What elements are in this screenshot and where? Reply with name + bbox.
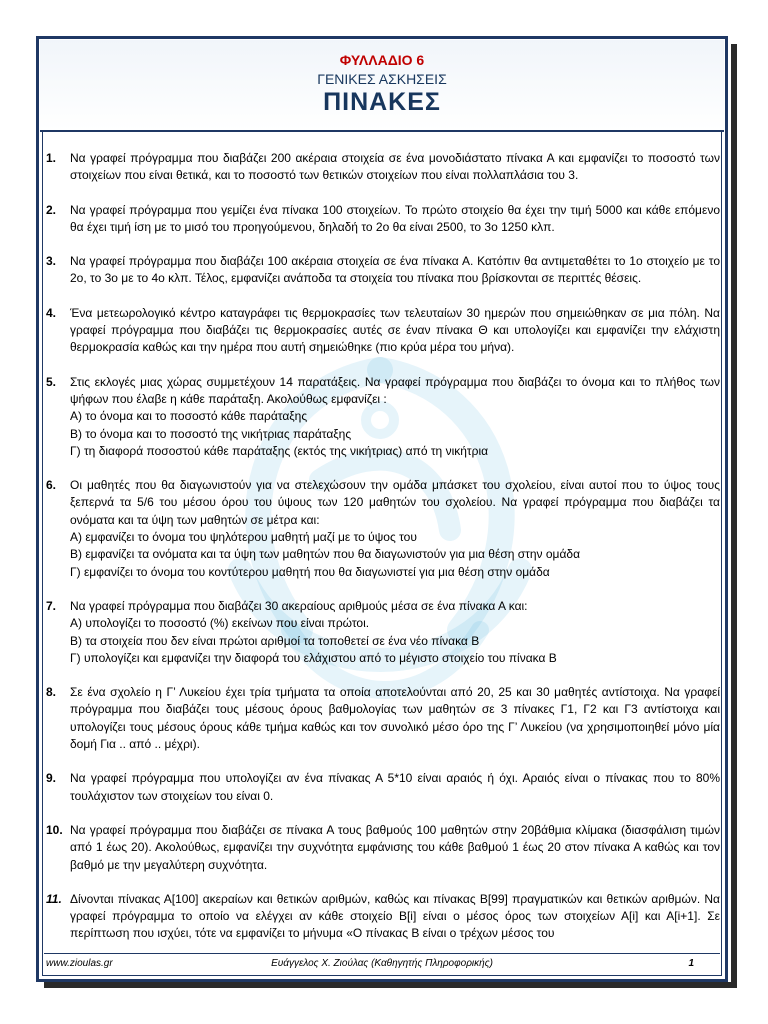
exercise-number: 9. [46, 771, 57, 786]
frame-shadow-right [731, 44, 737, 988]
exercise-text: Να γραφεί πρόγραμμα που γεμίζει ένα πίνακα 100 στοιχείων. Το πρώτο στοιχείο θα έχει την τιμή 5000 και κάθε επόμενο θα έχει τιμή ίση με το μισό του προηγούμενου, δηλαδή το 2ο θα είναι 2500, το 3ο 1250 κλπ. [70, 202, 720, 234]
exercise-item [44, 253, 720, 288]
exercise-subquestion: Γ) τη διαφορά ποσοστού κάθε παράταξης (εκτός της νικήτριας) από τη νικήτρια [70, 443, 489, 458]
page-footer [44, 958, 720, 974]
exercise-item [44, 150, 720, 185]
footer-author: Ευάγγελος Χ. Ζιούλας (Καθηγητής Πληροφορικής) [271, 958, 493, 969]
frame-shadow-bottom [44, 982, 737, 988]
exercise-item [44, 770, 720, 805]
worksheet-number: ΦΥΛΛΑΔΙΟ 6 [339, 52, 425, 68]
exercise-text: Να γραφεί πρόγραμμα που διαβάζει 30 ακεραίους αριθμούς μέσα σε ένα πίνακα Α και: [70, 598, 528, 613]
exercise-subquestion: Α) υπολογίζει το ποσοστό (%) εκείνων που είναι πρώτοι. [70, 616, 370, 631]
exercise-number: 6. [46, 478, 57, 493]
exercise-number: 1. [46, 151, 57, 165]
worksheet-subtitle: ΓΕΝΙΚΕΣ ΑΣΚΗΣΕΙΣ [317, 71, 447, 87]
exercise-list [44, 150, 720, 960]
footer-website: www.zioulas.gr [46, 958, 113, 969]
exercise-text: Σε ένα σχολείο η Γ’ Λυκείου έχει τρία τμήματα τα οποία αποτελούνται από 20, 25 και 30 μαθητές αντίστοιχα. Να γραφεί πρόγραμμα που διαβάζει τους μέσους όρους βαθμολογίας των μαθητών σε 3 πίνακες Γ1, Γ2 και Γ3 αντίστοιχα και υπολογίζει τους μέσους όρους κάθε τμήμα καθώς και τον συνολικό μέσο όρο της Γ’ Λυκείου (να χρησιμοποιηθεί μόνο μία δομή Για .. από .. μέχρι). [70, 685, 720, 752]
exercise-subquestion: Α) εμφανίζει το όνομα του ψηλότερου μαθητή μαζί με το ύψος του [70, 530, 417, 545]
exercise-number: 10. [46, 822, 63, 837]
exercise-text: Στις εκλογές μιας χώρας συμμετέχουν 14 παρατάξεις. Να γραφεί πρόγραμμα που διαβάζει το όνομα και το πλήθος των ψήφων που έλαβε η κάθε παράταξη. Ακολούθως εμφανίζει : [70, 374, 720, 406]
exercise-item [44, 598, 720, 667]
exercise-item [44, 305, 720, 357]
exercise-item [44, 822, 720, 874]
exercise-subquestion: Β) το όνομα και το ποσοστό της νικήτριας παράταξης [70, 426, 352, 441]
exercise-item [44, 684, 720, 753]
exercise-number: 2. [46, 202, 57, 217]
footer-divider [44, 953, 720, 954]
exercise-subquestion: Α) το όνομα και το ποσοστό κάθε παράταξης [70, 409, 308, 424]
exercise-number: 7. [46, 598, 57, 613]
exercise-text: Οι μαθητές που θα διαγωνιστούν για να στελεχώσουν την ομάδα μπάσκετ του σχολείου, είναι αυτοί που το ύψος τους ξεπερνά τα 5/6 του μέσου όρου του ύψους των 120 μαθητών του σχολείου. Να γραφεί πρόγραμμα που διαβάζει τα ονόματα και τα ύψη των μαθητών σε μέτρα και: [70, 478, 720, 527]
exercise-subquestion: Γ) εμφανίζει το όνομα του κοντύτερου μαθητή που θα διαγωνιστεί για μια θέση στην ομάδα [70, 564, 550, 579]
exercise-item [44, 374, 720, 460]
exercise-text: Δίνονται πίνακας Α[100] ακεραίων και θετικών αριθμών, καθώς και πίνακας Β[99] πραγματικών και θετικών αριθμών. Να γραφεί πρόγραμμα το οποίο να ελέγχει αν κάθε στοιχείο Β[i] είναι ο μέσος όρος των στοιχείων Α[i] και Α[i+1]. Σε περίπτωση που ισχύει, τότε να εμφανίζει το μήνυμα «Ο πίνακας Β είναι ο τρέχων μέσος του [70, 891, 720, 941]
exercise-text: Να γραφεί πρόγραμμα που διαβάζει σε πίνακα Α τους βαθμούς 100 μαθητών στην 20βάθμια κλίμακα (διασφάλιση τιμών από 1 έως 20). Ακολούθως, εμφανίζει την συχνότητα εμφάνισης του κάθε βαθμού 1 έως 20 στον πίνακα Α καθώς και τον βαθμό με την μεγαλύτερη συχνότητα. [70, 822, 720, 872]
exercise-number: 4. [46, 305, 57, 320]
exercise-item [44, 891, 720, 943]
exercise-subquestion: Β) εμφανίζει τα ονόματα και τα ύψη των μαθητών που θα διαγωνιστούν για μια θέση στην ομάδα [70, 547, 581, 562]
exercise-text: Ένα μετεωρολογικό κέντρο καταγράφει τις θερμοκρασίες των τελευταίων 30 ημερών που σημειώθηκαν σε μια πόλη. Να γραφεί πρόγραμμα που διαβάζει τις θερμοκρασίες αυτές σε έναν πίνακα Θ και υπολογίζει και εμφανίζει την ελάχιστη θερμοκρασία καθώς και την ημέρα που αυτή σημειώθηκε (πιο κρύα μέρα του μήνα). [70, 305, 720, 355]
page-title: ΠΙΝΑΚΕΣ [323, 88, 441, 116]
exercise-text: Να γραφεί πρόγραμμα που υπολογίζει αν ένα πίνακας Α 5*10 είναι αραιός ή όχι. Αραιός είναι ο πίνακας που το 80% τουλάχιστον των στοιχείων του είναι 0. [70, 771, 720, 803]
exercise-number: 3. [46, 254, 57, 269]
exercise-number: 11. [46, 891, 62, 906]
exercise-number: 8. [46, 685, 57, 700]
page-number: 1 [688, 958, 694, 969]
exercise-number: 5. [46, 374, 57, 389]
exercise-subquestion: Γ) υπολογίζει και εμφανίζει την διαφορά του ελάχιστου από το μέγιστο στοιχείο του πίνακα Β [70, 650, 557, 665]
exercise-subquestion: Β) τα στοιχεία που δεν είναι πρώτοι αριθμοί τα τοποθετεί σε ένα νέο πίνακα Β [70, 633, 480, 648]
exercise-item [44, 477, 720, 581]
exercise-text: Να γραφεί πρόγραμμα που διαβάζει 200 ακέραια στοιχεία σε ένα μονοδιάστατο πίνακα Α και εμφανίζει το ποσοστό των στοιχείων που είναι θετικά, και το ποσοστό των θετικών στοιχείων που είναι πολλαπλάσια του 3. [70, 151, 720, 183]
exercise-item [44, 202, 720, 237]
exercise-text: Να γραφεί πρόγραμμα που διαβάζει 100 ακέραια στοιχεία σε ένα πίνακα Α. Κατόπιν θα αντιμεταθέτει το 1ο στοιχείο με το 2ο, το 3ο με το 4ο κλπ. Τέλος, εμφανίζει ανάποδα τα στοιχεία του πίνακα που βρίσκονται σε περιττές θέσεις. [70, 254, 720, 286]
page-header [40, 40, 724, 132]
